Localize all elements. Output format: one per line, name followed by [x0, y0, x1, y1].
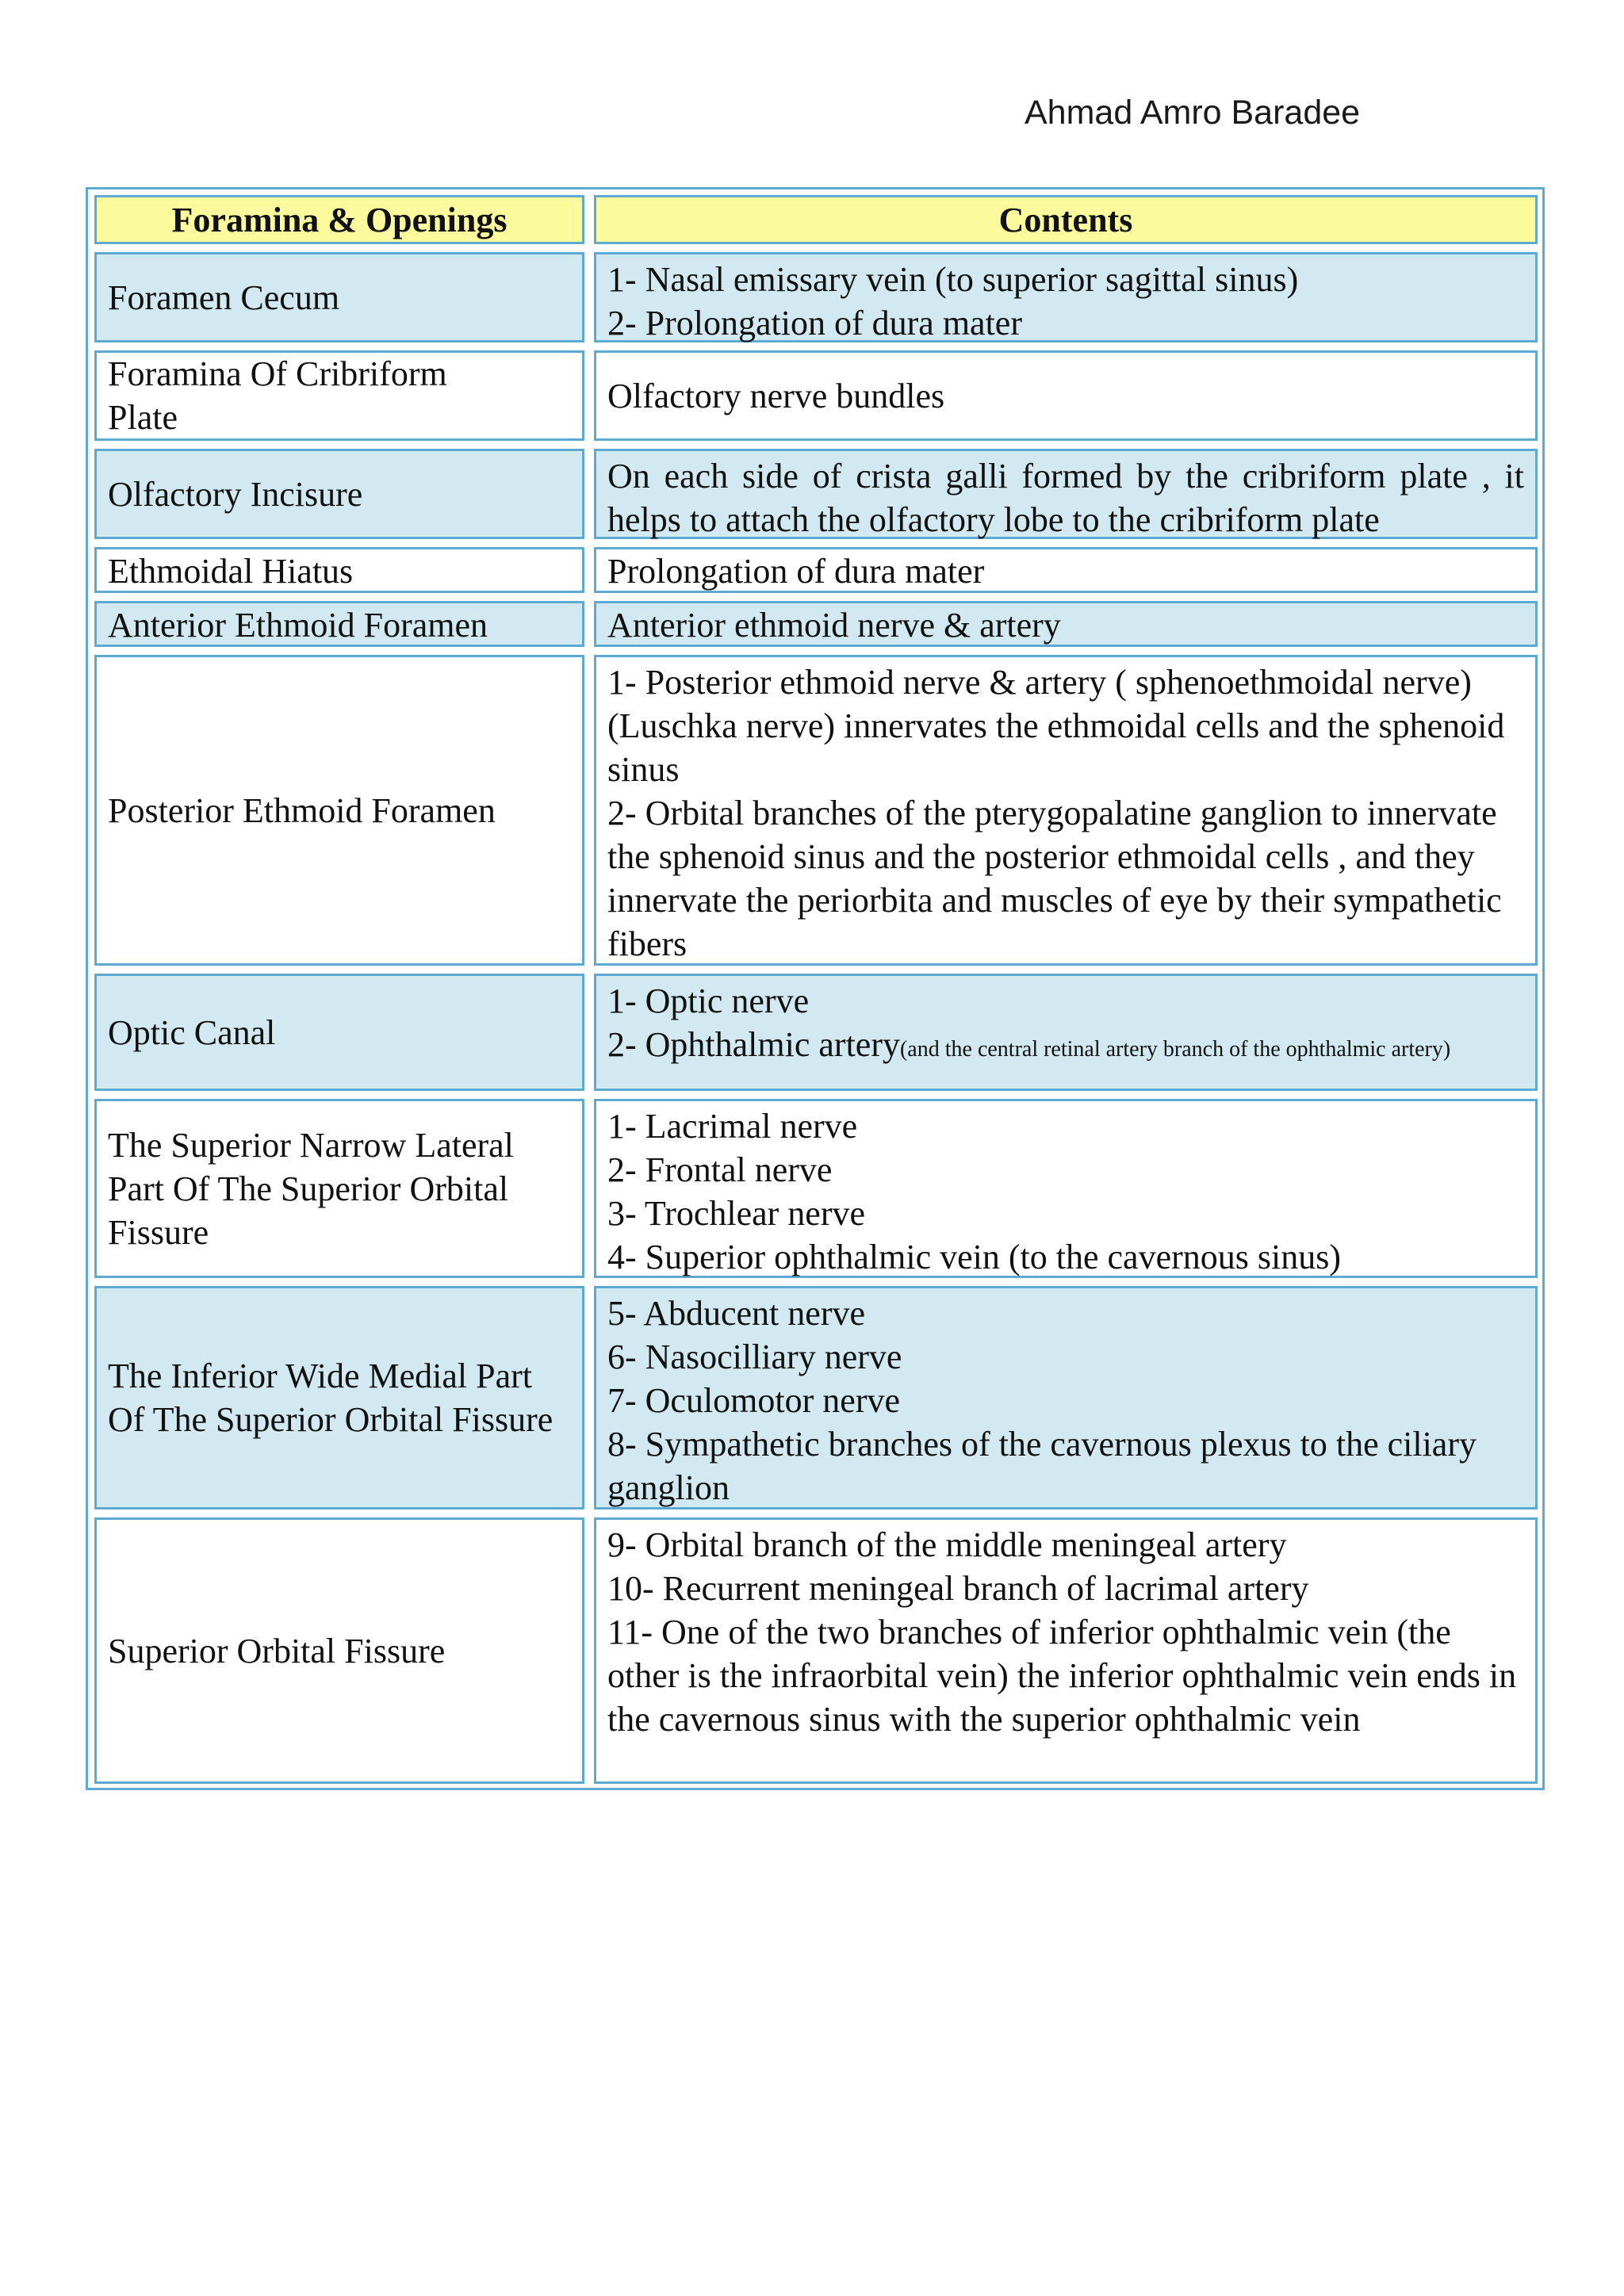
table-row	[94, 655, 1538, 966]
table-header-row	[94, 195, 1538, 244]
row-contents	[594, 655, 1538, 966]
author-name: Ahmad Amro Baradee	[1025, 94, 1361, 132]
content-note: (and the central retinal artery branch of the ophthalmic artery)	[899, 1037, 1451, 1062]
table-row	[94, 974, 1538, 1091]
content-line: 1- Nasal emissary vein (to superior sagittal sinus)	[607, 260, 1299, 299]
foramina-table	[86, 187, 1545, 1790]
row-contents	[594, 974, 1538, 1091]
row-name: Ethmoidal Hiatus	[94, 547, 584, 593]
table-row	[94, 1286, 1538, 1510]
content-line: 7- Oculomotor nerve	[607, 1381, 900, 1420]
content-line: 9- Orbital branch of the middle meningeal artery	[607, 1525, 1287, 1564]
content-line: Anterior ethmoid nerve & artery	[607, 606, 1061, 645]
row-contents	[594, 1099, 1538, 1278]
table-row	[94, 1099, 1538, 1278]
header-foramina: Foramina & Openings	[94, 195, 584, 244]
table-row	[94, 449, 1538, 539]
content-line: 1- Posterior ethmoid nerve & artery ( sphenoethmoidal nerve) (Luschka nerve) innervates the ethmoidal cells and the sphenoid sinus	[607, 663, 1505, 789]
content-line: 1- Lacrimal nerve	[607, 1107, 858, 1146]
content-line: Olfactory nerve bundles	[607, 376, 945, 415]
header-contents: Contents	[594, 195, 1538, 244]
row-contents	[594, 1517, 1538, 1784]
row-contents	[594, 547, 1538, 593]
content-line: 2- Frontal nerve	[607, 1150, 833, 1189]
row-name: The Superior Narrow Lateral Part Of The Superior Orbital Fissure	[94, 1099, 584, 1278]
content-line: 6- Nasocilliary nerve	[607, 1337, 902, 1376]
row-contents	[594, 350, 1538, 441]
row-name: Anterior Ethmoid Foramen	[94, 601, 584, 647]
table-row	[94, 1517, 1538, 1784]
row-contents	[594, 252, 1538, 342]
content-line: 5- Abducent nerve	[607, 1294, 865, 1333]
table-row	[94, 547, 1538, 593]
content-line: 1- Optic nerve	[607, 982, 810, 1020]
content-line: 2- Prolongation of dura mater	[607, 304, 1022, 342]
table-row	[94, 601, 1538, 647]
content-line: 3- Trochlear nerve	[607, 1194, 866, 1233]
row-contents	[594, 1286, 1538, 1510]
row-contents	[594, 601, 1538, 647]
table-row	[94, 252, 1538, 342]
content-line: Prolongation of dura mater	[607, 552, 985, 591]
content-line: 11- One of the two branches of inferior ophthalmic vein (the other is the infraorbital vein) the inferior ophthalmic vein ends in the cavernous sinus with the superior ophthalmic vein	[607, 1613, 1517, 1739]
table-row	[94, 350, 1538, 441]
content-line: 2- Orbital branches of the pterygopalatine ganglion to innervate the sphenoid sinus and the posterior ethmoidal cells , and they innervate the periorbita and muscles of eye by their sympathetic fibers	[607, 794, 1502, 963]
content-line: On each side of crista galli formed by the cribriform plate , it helps to attach the olfactory lobe to the cribriform plate	[607, 457, 1524, 539]
content-line: 8- Sympathetic branches of the cavernous plexus to the ciliary ganglion	[607, 1425, 1477, 1507]
content-line: 4- Superior ophthalmic vein (to the cavernous sinus)	[607, 1238, 1342, 1276]
row-name: Superior Orbital Fissure	[94, 1517, 584, 1784]
content-line: 2- Ophthalmic artery	[607, 1025, 900, 1064]
row-name: Foramina Of Cribriform Plate	[94, 350, 584, 441]
row-name: Olfactory Incisure	[94, 449, 584, 539]
row-name: Optic Canal	[94, 974, 584, 1091]
content-line: 10- Recurrent meningeal branch of lacrimal artery	[607, 1569, 1309, 1608]
row-name: The Inferior Wide Medial Part Of The Superior Orbital Fissure	[94, 1286, 584, 1510]
row-name: Posterior Ethmoid Foramen	[94, 655, 584, 966]
row-contents	[594, 449, 1538, 539]
row-name: Foramen Cecum	[94, 252, 584, 342]
